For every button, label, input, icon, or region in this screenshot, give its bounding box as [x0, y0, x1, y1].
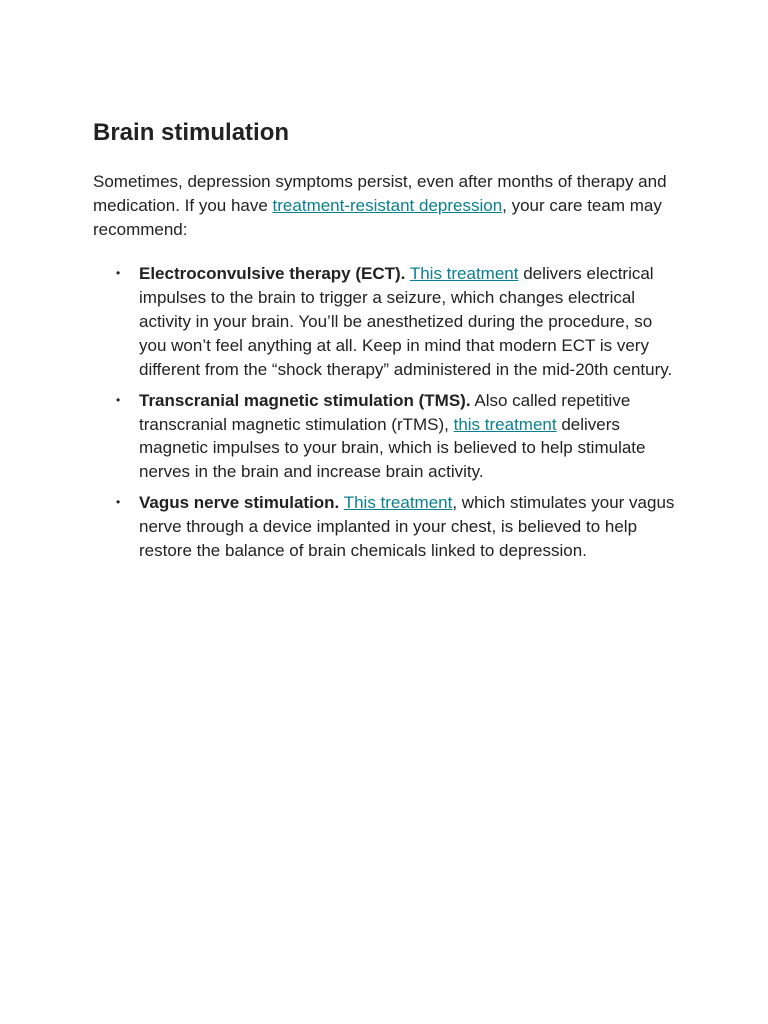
bullet-icon: • [116, 495, 121, 510]
vns-treatment-link[interactable]: This treatment [343, 493, 453, 513]
item-title: Transcranial magnetic stimulation (TMS). [139, 390, 471, 410]
intro-text-after-link: , your care team may recommend: [93, 195, 662, 239]
treatment-list [93, 262, 683, 562]
item-text-after-link: delivers electrical impulses to the brain to trigger a seizure, which changes electrical activity in your brain. You’ll be anesthetized during the procedure, so you won’t feel anything at all. Keep in mind that modern ECT is very different from the “shock therapy” administered in the mid-20th century. [139, 264, 673, 379]
treatment-resistant-depression-link[interactable]: treatment-resistant depression [272, 195, 503, 215]
list-item-tms [116, 389, 683, 484]
article-content [93, 116, 683, 570]
item-text-after-link: delivers magnetic impulses to your brain, which is believed to help stimulate nerves in the brain and increase brain activity. [139, 414, 646, 482]
intro-text-before-link: Sometimes, depression symptoms persist, even after months of therapy and medication. If you have [93, 172, 667, 215]
intro-paragraph [93, 170, 683, 241]
item-title: Electroconvulsive therapy (ECT). [139, 264, 406, 284]
item-text-after-link: , which stimulates your vagus nerve through a device implanted in your chest, is believed to help restore the balance of brain chemicals linked to depression. [139, 493, 675, 560]
ect-treatment-link[interactable]: This treatment [409, 264, 519, 284]
list-item-vns [116, 491, 683, 562]
section-heading: Brain stimulation [93, 119, 290, 146]
item-text-before-link: Also called repetitive transcranial magnetic stimulation (rTMS), [139, 390, 631, 434]
list-item-ect [116, 262, 683, 381]
bullet-icon: • [116, 392, 121, 407]
item-title: Vagus nerve stimulation. [139, 493, 340, 513]
bullet-icon: • [116, 266, 121, 281]
tms-treatment-link[interactable]: this treatment [453, 414, 557, 434]
